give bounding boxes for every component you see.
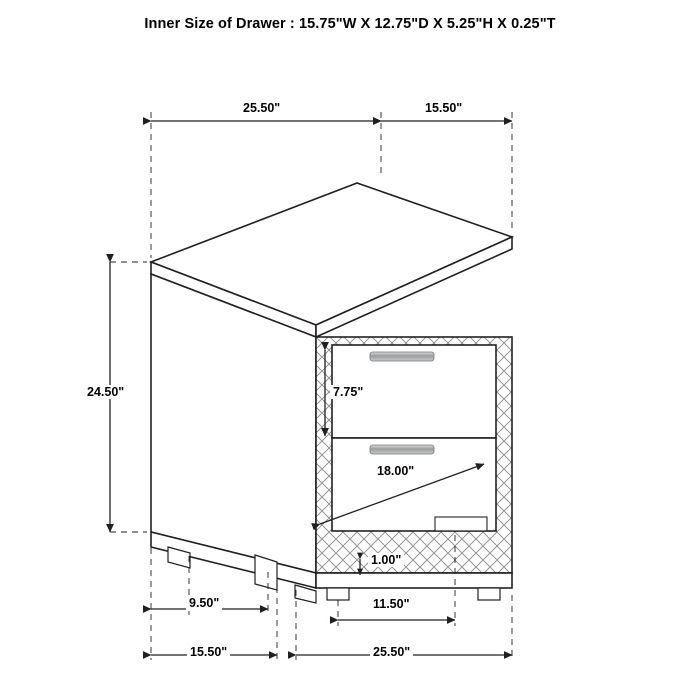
dim-label-leg-height: 1.00" bbox=[368, 553, 404, 567]
drawer-handle-top[interactable] bbox=[370, 352, 434, 361]
dim-label-height: 24.50" bbox=[84, 385, 127, 399]
dim-label-drawer-width: 18.00" bbox=[374, 464, 417, 478]
dim-label-foot-depth: 9.50" bbox=[186, 596, 222, 610]
dim-label-base-width: 25.50" bbox=[370, 645, 413, 659]
drawer-handle-bottom[interactable] bbox=[370, 445, 434, 454]
page-title: Inner Size of Drawer : 15.75"W X 12.75"D X 5.25"H X 0.25"T bbox=[144, 16, 556, 32]
dim-label-base-depth: 15.50" bbox=[187, 645, 230, 659]
dim-label-top-right: 15.50" bbox=[422, 101, 465, 115]
dim-label-foot-width: 11.50" bbox=[370, 597, 413, 611]
dim-label-drawer-height: 7.75" bbox=[330, 385, 366, 399]
dim-label-top-left: 25.50" bbox=[240, 101, 283, 115]
